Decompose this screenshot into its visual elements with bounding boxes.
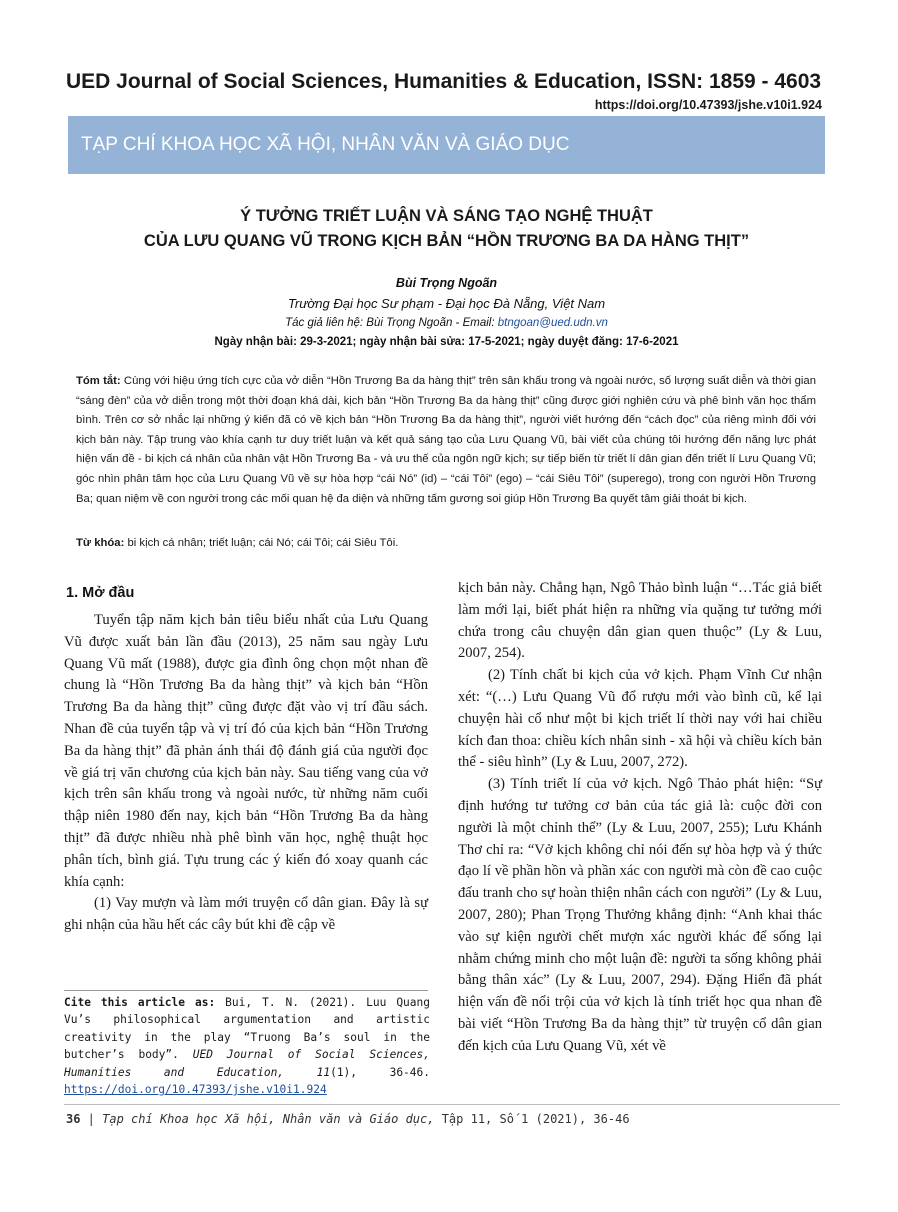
citation-text: Bui, T. N. (2021). Luu Quang Vu’s philosophical argumentation and artistic creativity in the play “Truong Ba’s soul in the butcher’s body”. bbox=[64, 996, 430, 1062]
page-number: 36 bbox=[66, 1112, 81, 1126]
banner-title: TẠP CHÍ KHOA HỌC XÃ HỘI, NHÂN VĂN VÀ GIÁO DỤC bbox=[81, 134, 570, 155]
citation-doi-link[interactable]: https://doi.org/10.47393/jshe.v10i1.924 bbox=[64, 1083, 327, 1097]
author-affiliation: Trường Đại học Sư phạm - Đại học Đà Nẵng, Việt Nam bbox=[287, 296, 606, 311]
footer-journal: Tạp chí Khoa học Xã hội, Nhân văn và Giáo dục, bbox=[102, 1112, 435, 1126]
keywords-text: bi kịch cá nhân; triết luận; cái Nó; cái Tôi; cái Siêu Tôi. bbox=[124, 537, 399, 549]
journal-title-line: UED Journal of Social Sciences, Humanities & Education, ISSN: 1859 - 4603 bbox=[66, 70, 822, 93]
right-column bbox=[458, 578, 822, 1058]
article-dates: Ngày nhận bài: 29-3-2021; ngày nhận bài sửa: 17-5-2021; ngày duyệt đăng: 17-6-2021 bbox=[214, 336, 679, 348]
author-email[interactable]: btngoan@ued.udn.vn bbox=[497, 317, 608, 329]
citation-label: Cite this article as: bbox=[64, 996, 216, 1009]
footer-divider bbox=[64, 1104, 840, 1105]
left-column bbox=[64, 610, 428, 937]
citation-divider bbox=[64, 990, 428, 991]
citation-journal: UED Journal of Social Sciences, Humanities and Education, 11 bbox=[64, 1048, 430, 1079]
contact-prefix: Tác giả liên hệ: Bùi Trọng Ngoãn - Email: bbox=[285, 317, 498, 329]
corresponding-author bbox=[68, 317, 825, 329]
body-paragraph: Tuyển tập năm kịch bản tiêu biểu nhất của Lưu Quang Vũ được xuất bản lần đầu (2013), 25 năm sau ngày Lưu Quang Vũ mất (1988), được gia đình ông chọn một nhan đề chung là “Hồn Trương Ba da hàng thịt” và kịch bản “Hồn Trương Ba da hàng thịt” cũng được đặt vào vị trí đầu sách. Nhan đề của tuyển tập và vị trí đó của kịch bản “Hồn Trương Ba da hàng thịt” đã phản ánh thái độ đánh giá của người đọc về giá trị văn chương của kịch bản này. Sau tiếng vang của vở kịch trên sân khấu trong và ngoài nước, từ những năm cuối thập niên 1980 đến nay, kịch bản “Hồn Trương Ba da hàng thịt” đã được nhiều nhà phê bình văn học, nghệ thuật học phân tích, bình giá. Tựu trung các ý kiến đó xoay quanh các khía cạnh: bbox=[64, 612, 428, 890]
citation-box bbox=[64, 994, 430, 1098]
author-name: Bùi Trọng Ngoãn bbox=[395, 276, 498, 290]
keywords-label: Từ khóa: bbox=[76, 537, 125, 549]
body-paragraph: kịch bản này. Chẳng hạn, Ngô Thảo bình luận “…Tác giả biết làm mới lại, biết phát hiện ra những vỉa quặng tư tưởng mới chứa trong câu chuyện dân gian quen thuộc” (Ly & Luu, 2007, 254). bbox=[458, 580, 822, 662]
abstract-label: Tóm tắt: bbox=[76, 375, 121, 387]
footer-separator: | bbox=[80, 1112, 103, 1126]
journal-banner bbox=[68, 116, 825, 174]
abstract bbox=[76, 372, 816, 509]
footer-issue: Tập 11, Số 1 (2021), 36-46 bbox=[434, 1112, 630, 1126]
doi-link[interactable]: https://doi.org/10.47393/jshe.v10i1.924 bbox=[594, 98, 822, 112]
abstract-text: Cùng với hiệu ứng tích cực của vở diễn “Hồn Trương Ba da hàng thịt” trên sân khấu trong và ngoài nước, số lượng suất diễn và thời gian “sáng đèn” của vở diễn trong một thời đoạn khá dài, kịch bản “Hồn Trương Ba da hàng thịt” cũng được giới nghiên cứu và phê bình văn học thẩm bình. Trên cơ sở nhắc lại những ý kiến đã có về kịch bản “Hồn Trương Ba da hàng thịt”, người viết hướng đến “cách đọc” của riêng mình đối với kịch bản này. Tập trung vào khía cạnh tư duy triết luận và kết quả sáng tạo của Lưu Quang Vũ, bài viết của chúng tôi hướng đến năng lực phát hiện vấn đề - bi kịch cá nhân của nhân vật Hồn Trương Ba - và ưu thế của ngôn ngữ kịch; sự tiếp biến từ triết lí dân gian đến triết lí Lưu Quang Vũ; góc nhìn phân tâm học của Lưu Quang Vũ về sự hòa hợp “cái Nó” (id) – “cái Tôi” (ego) – “cái Siêu Tôi” (superego), trong con người Hồn Trương Ba; quan niệm về con người trong các mối quan hệ đa diện và những tấm gương soi giúp Hồn Trương Ba quyết tâm giải thoát bi kịch. bbox=[76, 375, 816, 505]
body-paragraph: (3) Tính triết lí của vở kịch. Ngô Thảo phát hiện: “Sự định hướng tư tưởng cơ bản của tác giả là: cuộc đời con người là một chỉnh thể” (Ly & Luu, 2007, 255); Lưu Khánh Thơ chỉ ra: “Vở kịch không chỉ nói đến sự hòa hợp và ý thức đạo lí về phần hồn và phần xác con người mà còn đề cao cuộc đấu tranh cho sự hoàn thiện nhân cách con người” (Ly & Luu, 2007, 280); Phan Trọng Thưởng khẳng định: “Anh khai thác vào sự kiện người chết mượn xác người khác để sống lại nhằm chứng minh cho một luận đề: người ta sống không phải bằng thân xác” (Ly & Luu, 2007, 294). Đặng Hiển đã phát hiện vấn đề nổi trội của vở kịch là tính triết học qua nhan đề bài viết “Hồn Trương Ba da hàng thịt” từ truyện cổ dân gian đến kịch của Lưu Quang Vũ, xét về bbox=[458, 776, 822, 1054]
article-title-line1: Ý TƯỞNG TRIẾT LUẬN VÀ SÁNG TẠO NGHỆ THUẬT bbox=[240, 207, 653, 225]
body-paragraph: (1) Vay mượn và làm mới truyện cổ dân gian. Đây là sự ghi nhận của hầu hết các cây bút khi đề cập về bbox=[64, 895, 428, 934]
page-footer bbox=[66, 1112, 630, 1126]
article-title-line2: CỦA LƯU QUANG VŨ TRONG KỊCH BẢN “HỒN TRƯƠNG BA DA HÀNG THỊT” bbox=[143, 232, 750, 250]
citation-issue: (1), 36-46. bbox=[330, 1065, 430, 1079]
keywords bbox=[76, 537, 816, 549]
section-heading: 1. Mở đầu bbox=[66, 585, 135, 601]
body-paragraph: (2) Tính chất bi kịch của vở kịch. Phạm Vĩnh Cư nhận xét: “(…) Lưu Quang Vũ đổ rượu mới vào bình cũ, kể lại chuyện hài cổ như một bi kịch triết lí thời nay với hai chiều kích đan thoa: chiều kích nhân sinh - xã hội và chiều kích bản thể - siêu hình” (Ly & Luu, 2007, 272). bbox=[458, 667, 822, 771]
